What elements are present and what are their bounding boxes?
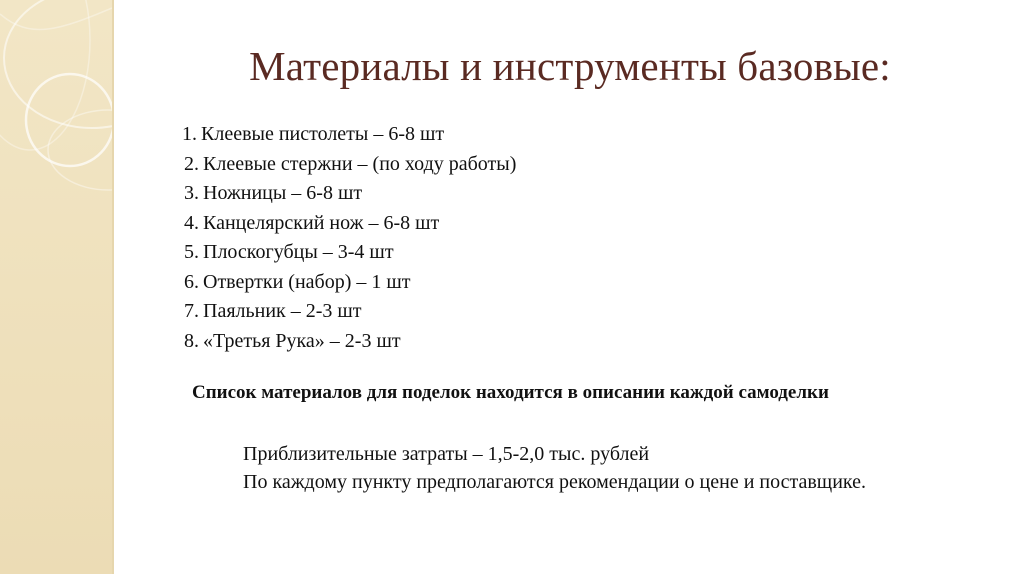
tools-list <box>184 120 516 356</box>
list-item: 3. Ножницы – 6-8 шт <box>184 182 363 204</box>
list-item: 5. Плоскогубцы – 3-4 шт <box>184 241 394 263</box>
slide-title: Материалы и инструменты базовые: <box>249 43 891 89</box>
cost-line: Приблизительные затраты – 1,5-2,0 тыс. рублей <box>243 443 650 465</box>
cost-block <box>243 440 866 496</box>
materials-note: Список материалов для поделок находится в описании каждой самоделки <box>192 382 829 403</box>
decorative-side-panel <box>0 0 112 574</box>
list-item: 2. Клеевые стержни – (по ходу работы) <box>184 152 517 175</box>
list-item: 4. Канцелярский нож – 6-8 шт <box>184 211 440 234</box>
list-item: 7. Паяльник – 2-3 шт <box>184 300 362 322</box>
list-item: 6. Отвертки (набор) – 1 шт <box>184 270 411 293</box>
list-item: 8. «Третья Рука» – 2-3 шт <box>184 329 401 352</box>
side-panel-border <box>112 0 114 574</box>
list-item: 1. Клеевые пистолеты – 6-8 шт <box>182 123 445 145</box>
recommendation-line: По каждому пункту предполагаются рекомендации о цене и поставщике. <box>243 471 866 493</box>
